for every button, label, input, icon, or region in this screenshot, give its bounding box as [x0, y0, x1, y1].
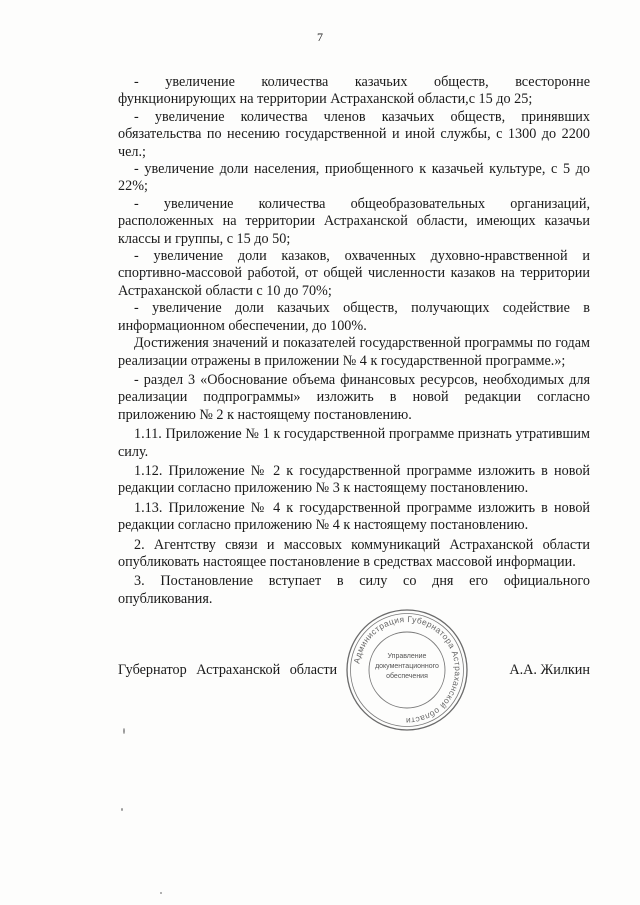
seal-ring-text: Администрация Губернатора Астраханской области — [351, 613, 464, 727]
paragraph: - увеличение количества казачьих обществ, всесторонне функционирующих на территории Астраханской области,с 15 до 25; — [118, 74, 590, 108]
paragraph: - увеличение доли населения, приобщенного к казачьей культуре, с 5 до 22%; — [118, 161, 590, 195]
signatory-position: Губернатор Астраханской области — [118, 662, 338, 678]
paragraph: - раздел 3 «Обоснование объема финансовых ресурсов, необходимых для реализации подпрограммы» изложить в новой редакции согласно приложению № 2 к настоящему постановлению. — [118, 371, 590, 423]
paragraph: 2. Агентству связи и массовых коммуникаций Астраханской области опубликовать настоящее постановление в средствах массовой информации. — [118, 536, 590, 570]
seal-center-line: обеспечения — [386, 673, 428, 680]
page-number: 7 — [317, 30, 323, 44]
paragraph: 1.11. Приложение № 1 к государственной программе признать утратившим силу. — [118, 426, 590, 460]
paragraph: 1.13. Приложение № 4 к государственной программе изложить в новой редакции согласно приложению № 4 к настоящему постановлению. — [118, 499, 590, 534]
scan-artifact — [160, 892, 162, 894]
paragraph: - увеличение количества общеобразовательных организаций, расположенных на территории Астраханской области, имеющих казачьи классы и группы, с 15 до 50; — [118, 195, 590, 247]
signatory-name: А.А. Жилкин — [509, 662, 590, 678]
paragraph: 3. Постановление вступает в силу со дня его официального опубликования. — [118, 573, 590, 607]
seal-center-line: документационного — [375, 663, 439, 670]
scan-artifact — [121, 808, 123, 811]
seal-center-line: Управление — [387, 653, 427, 660]
paragraph: - увеличение доли казаков, охваченных духовно-нравственной и спортивно-массовой работой, от общей численности казаков на территории Астраханской области с 10 до 70%; — [118, 248, 590, 299]
paragraph: - увеличение количества членов казачьих обществ, принявших обязательства по несению государственной и иной службы, с 1300 до 2200 чел.; — [118, 108, 590, 160]
paragraph: - увеличение доли казачьих обществ, получающих содействие в информационном обеспечении, до 100%. — [118, 300, 590, 334]
signature-block — [118, 662, 590, 682]
scan-artifact — [123, 728, 125, 734]
paragraph: 1.12. Приложение № 2 к государственной программе изложить в новой редакции согласно приложению № 3 к настоящему постановлению. — [118, 462, 590, 497]
document-body — [118, 74, 590, 608]
paragraph: Достижения значений и показателей государственной программы по годам реализации отражены в приложении № 4 к государственной программе.»; — [118, 335, 590, 369]
